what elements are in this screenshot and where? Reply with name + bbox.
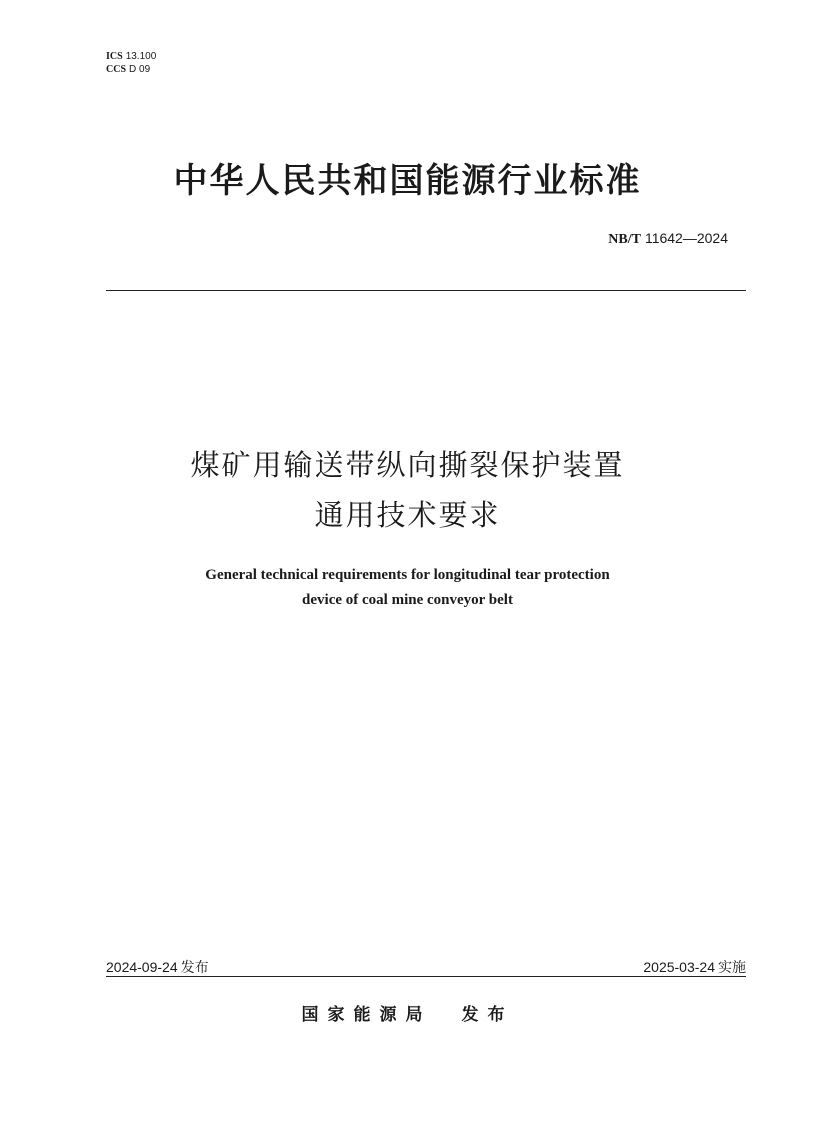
header-divider: [106, 290, 746, 291]
effective-date-value: 2025-03-24: [643, 959, 715, 975]
chinese-title: [0, 440, 815, 540]
standard-prefix: NB/T: [608, 232, 641, 247]
publisher: [0, 1000, 815, 1025]
english-title: [0, 563, 815, 613]
classification-codes: [106, 50, 156, 76]
ics-value: 13.100: [125, 51, 157, 62]
issue-date-label: 发布: [180, 960, 209, 976]
ics-label: ICS: [106, 51, 123, 62]
chinese-title-line-1: 煤矿用输送带纵向撕裂保护装置: [190, 448, 625, 482]
issue-date-value: 2024-09-24: [106, 959, 178, 975]
ccs-label: CCS: [106, 64, 127, 75]
chinese-title-line-2: 通用技术要求: [314, 498, 501, 532]
standard-number: [608, 230, 728, 248]
ccs-value: D 09: [129, 64, 151, 75]
publisher-organization: 国家能源局: [301, 1005, 432, 1025]
publisher-action: 发布: [461, 1005, 514, 1025]
issue-date: [106, 957, 209, 977]
english-title-line-2: device of coal mine conveyor belt: [302, 592, 513, 608]
effective-date-label: 实施: [718, 960, 746, 976]
standard-digits: 11642—2024: [644, 230, 728, 246]
footer-divider: [106, 976, 746, 977]
organization-title: 中华人民共和国能源行业标准: [173, 161, 642, 201]
ics-code-row: [106, 50, 156, 63]
ccs-code-row: [106, 63, 156, 76]
effective-date: [643, 957, 746, 977]
english-title-line-1: General technical requirements for longitudinal tear protection: [205, 567, 610, 583]
